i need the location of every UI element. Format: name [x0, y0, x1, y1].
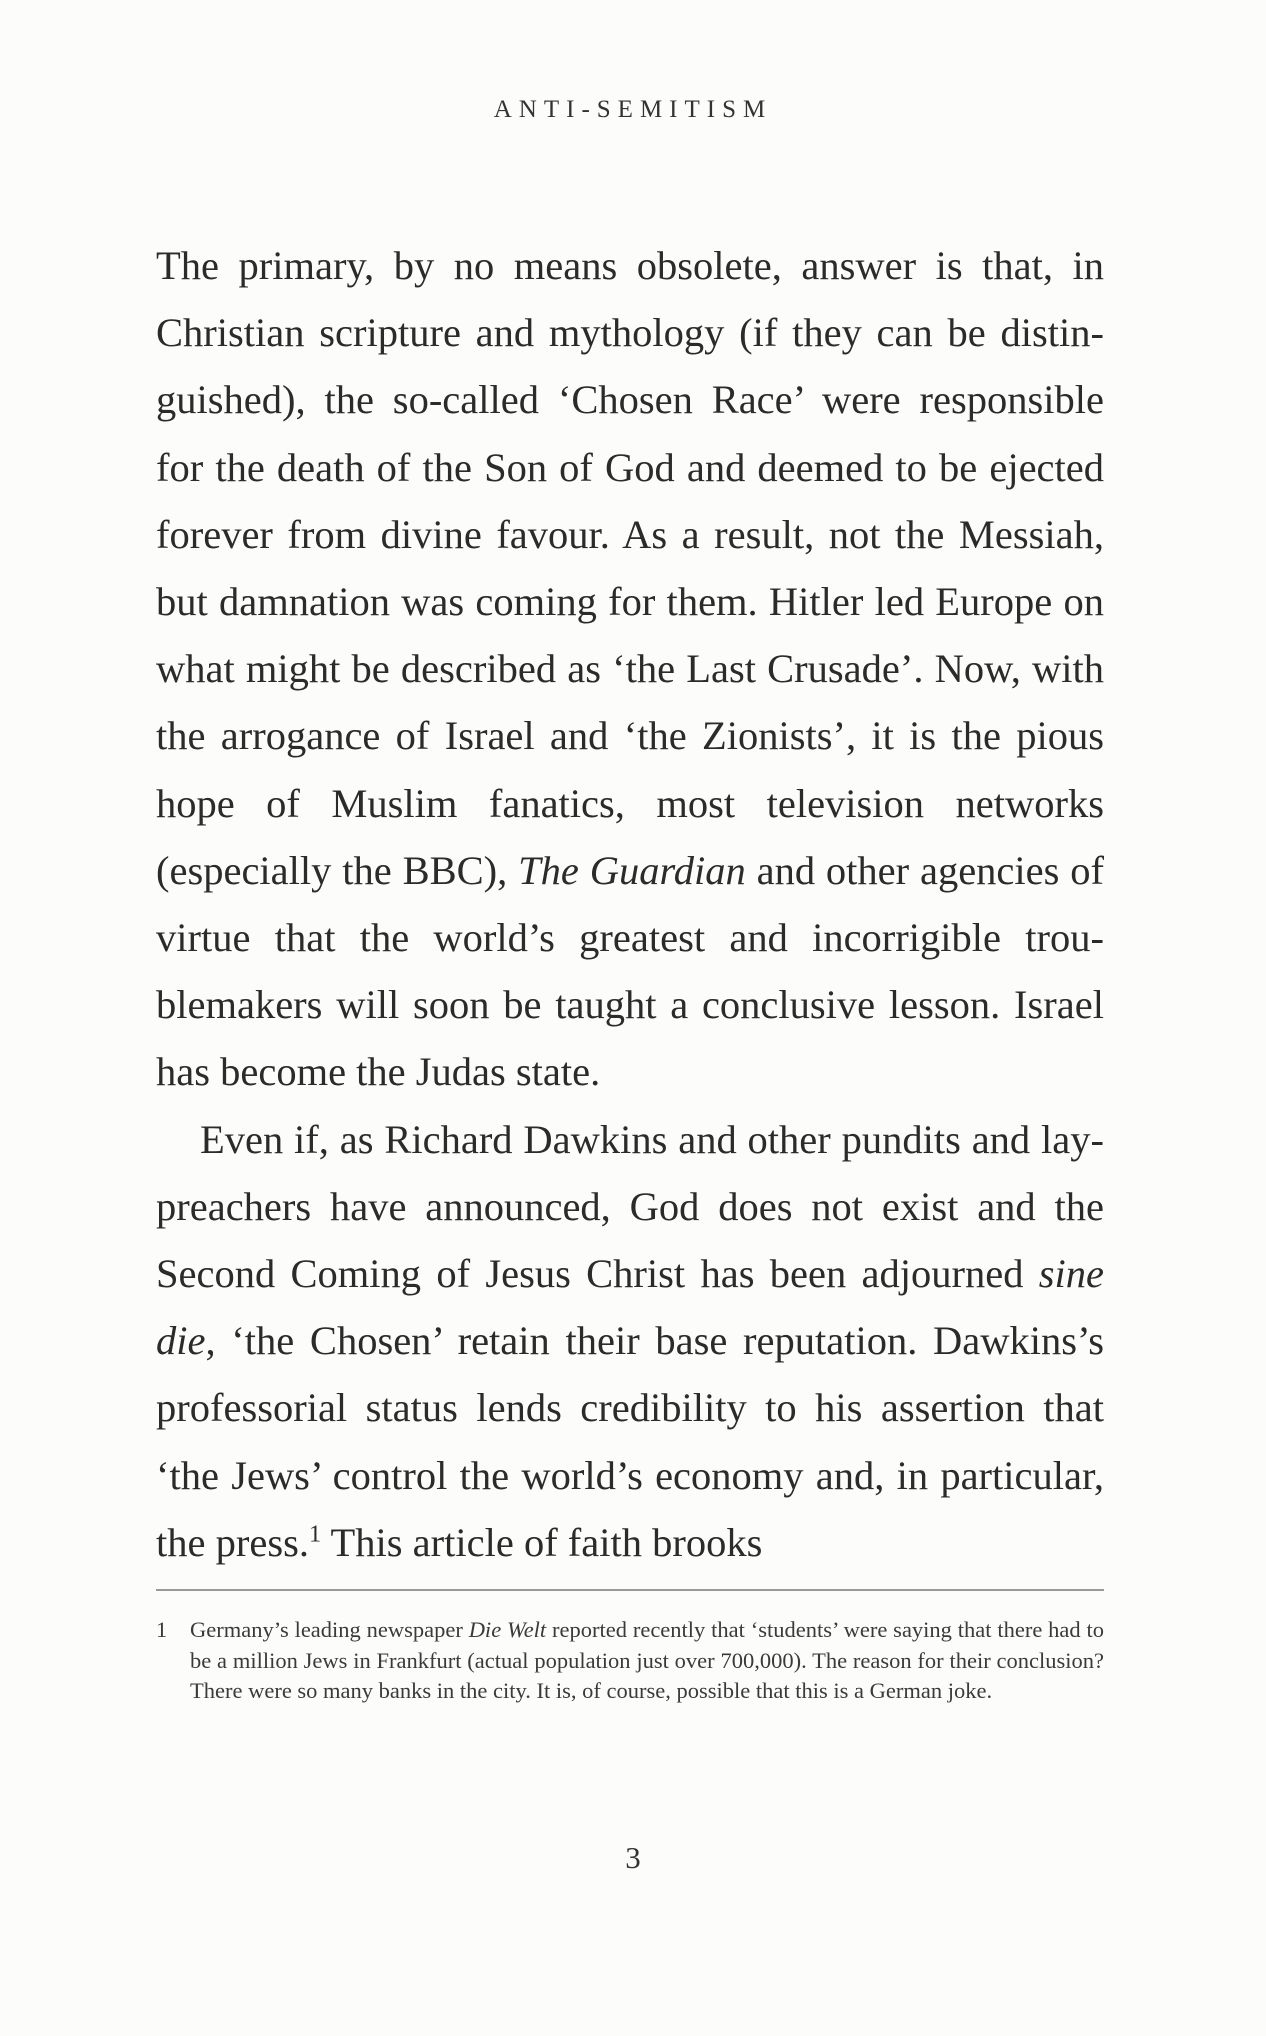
footnote-rule [156, 1589, 1104, 1591]
footnote [156, 1615, 1104, 1707]
footnote-text [190, 1615, 1104, 1707]
paragraph-2-text-end: This article of faith brooks [321, 1519, 763, 1565]
footnote-text-start: Germany’s leading newspaper [190, 1617, 469, 1642]
paragraph-2-text-mid: , ‘the Chosen’ retain their base reputation. Dawkins’s professorial status lends credibility to his assertion that ‘the Jews’ control the world’s economy and, in particular, the press. [156, 1318, 1104, 1565]
paragraph-2-text: Even if, as Richard Dawkins and other pundits and lay-preachers have announced, God does not exist and the Second Coming of Jesus Christ has been adjourned [156, 1116, 1104, 1297]
body-text [156, 232, 1104, 1576]
footnote-italic-title: Die Welt [468, 1617, 547, 1642]
footnote-reference: 1 [308, 1520, 322, 1548]
page-number: 3 [625, 1840, 641, 1875]
footnote-number: 1 [156, 1617, 168, 1642]
paragraph-2 [156, 1106, 1104, 1576]
paragraph-1-italic-title: The Guardian [518, 847, 746, 893]
paragraph-2-italic-phrase: sine die [156, 1251, 1104, 1364]
paragraph-1 [156, 232, 1104, 1106]
paragraph-1-text: The primary, by no means obsolete, answer is that, in Christian scripture and mythology (if they can be distinguished), the so-called ‘Chosen Race’ were responsible for the death of the Son of God and deemed to be ejected forever from divine favour. As a result, not the Messiah, but damnation was coming for them. Hitler led Europe on what might be described as ‘the Last Crusade’. Now, with the arrogance of Israel and ‘the Zionists’, it is the pious hope of Muslim fanatics, most television networks (especially the BBC), [156, 243, 1104, 893]
running-head: ANTI-SEMITISM [493, 96, 773, 123]
paragraph-1-text-end: and other agencies of virtue that the world’s greatest and incorrigible troublemakers will soon be taught a conclusive lesson. Israel has become the Judas state. [156, 847, 1104, 1095]
footnote-text-end: reported recently that ‘students’ were saying that there had to be a million Jews in Frankfurt (actual population just over 700,000). The reason for their conclusion? There were so many banks in the city. It is, of course, possible that this is a German joke. [190, 1617, 1104, 1703]
